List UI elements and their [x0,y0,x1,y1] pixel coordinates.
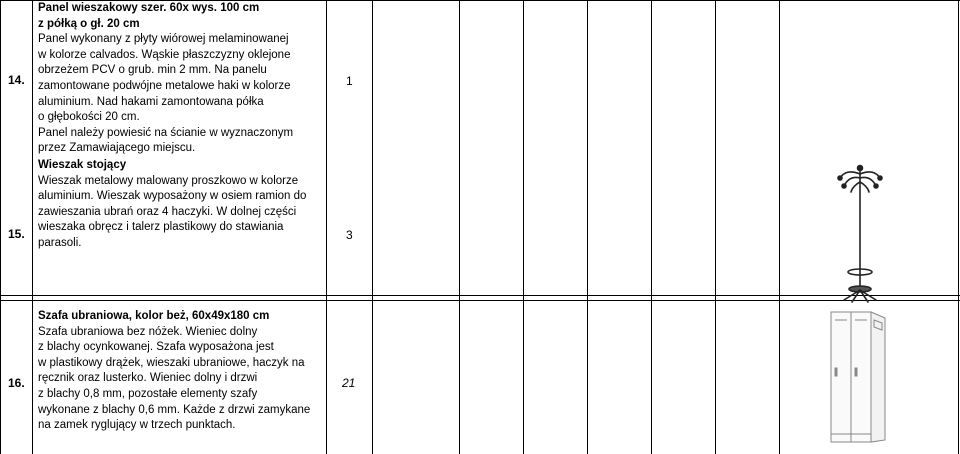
item-description-16 [38,309,320,434]
column-divider [326,0,327,454]
column-divider [32,0,33,454]
item-description-14 [38,1,320,157]
item-title: Szafa ubraniowa, kolor beż, 60x49x180 cm [38,310,270,322]
item-text: parasoli. [38,236,82,249]
column-divider [587,0,588,454]
item-text: w plastikowy drążek, wieszaki ubraniowe, haczyk na [38,356,305,369]
quantity: 3 [346,228,353,242]
quantity: 1 [346,74,353,88]
column-divider [459,0,460,454]
coat-stand-icon [830,162,890,312]
row-divider [0,295,960,296]
column-divider [715,0,716,454]
item-text: obrzeżem PCV o grub. min 2 mm. Na panelu [38,64,267,77]
column-divider [523,0,524,454]
item-text: zawieszania ubrań oraz 4 haczyki. W dolnej części [38,205,297,218]
item-text: aluminium. Wieszak wyposażony w osiem ramion do [38,190,307,203]
quantity: 21 [342,376,356,390]
item-text: z blachy ocynkowanej. Szafa wyposażona jest [38,341,274,354]
column-divider [779,0,780,454]
item-text: wieszaka obręcz i talerz plastikowy do stawiania [38,221,284,234]
item-text: Szafa ubraniowa bez nóżek. Wieniec dolny [38,325,258,338]
item-text: z blachy 0,8 mm, pozostałe elementy szafy [38,387,258,400]
item-text: Panel należy powiesić na ścianie w wyznaczonym [38,126,294,139]
item-text: zamontowane podwójne metalowe haki w kolorze [38,79,291,92]
row-number: 16. [8,376,25,390]
item-title: z półką o gł. 20 cm [38,17,140,30]
item-text: na zamek ryglujący w trzech punktach. [38,419,236,432]
item-text: ręcznik oraz lusterko. Wieniec dolny i drzwi [38,372,258,385]
item-description-15 [38,158,320,252]
item-text: Wieszak metalowy malowany proszkowo w kolorze [38,174,299,187]
item-text: Panel wykonany z płyty wiórowej melaminowanej [38,33,289,46]
column-divider [372,0,373,454]
item-text: przez Zamawiającego miejscu. [38,142,196,155]
item-text: o głębokości 20 cm. [38,111,140,124]
column-divider [958,0,959,454]
column-divider [0,0,1,454]
item-text: w kolorze calvados. Wąskie płaszczyzny oklejone [38,48,291,61]
row-divider [0,300,960,301]
row-number: 15. [8,227,25,241]
locker-icon [825,308,891,448]
item-title: Panel wieszakowy szer. 60x wys. 100 cm [38,2,260,14]
column-divider [651,0,652,454]
item-text: wykonane z blachy 0,6 mm. Każde z drzwi zamykane [38,403,311,416]
item-text: aluminium. Nad hakami zamontowana półka [38,95,264,108]
item-title: Wieszak stojący [38,159,127,171]
row-number: 14. [8,73,25,87]
